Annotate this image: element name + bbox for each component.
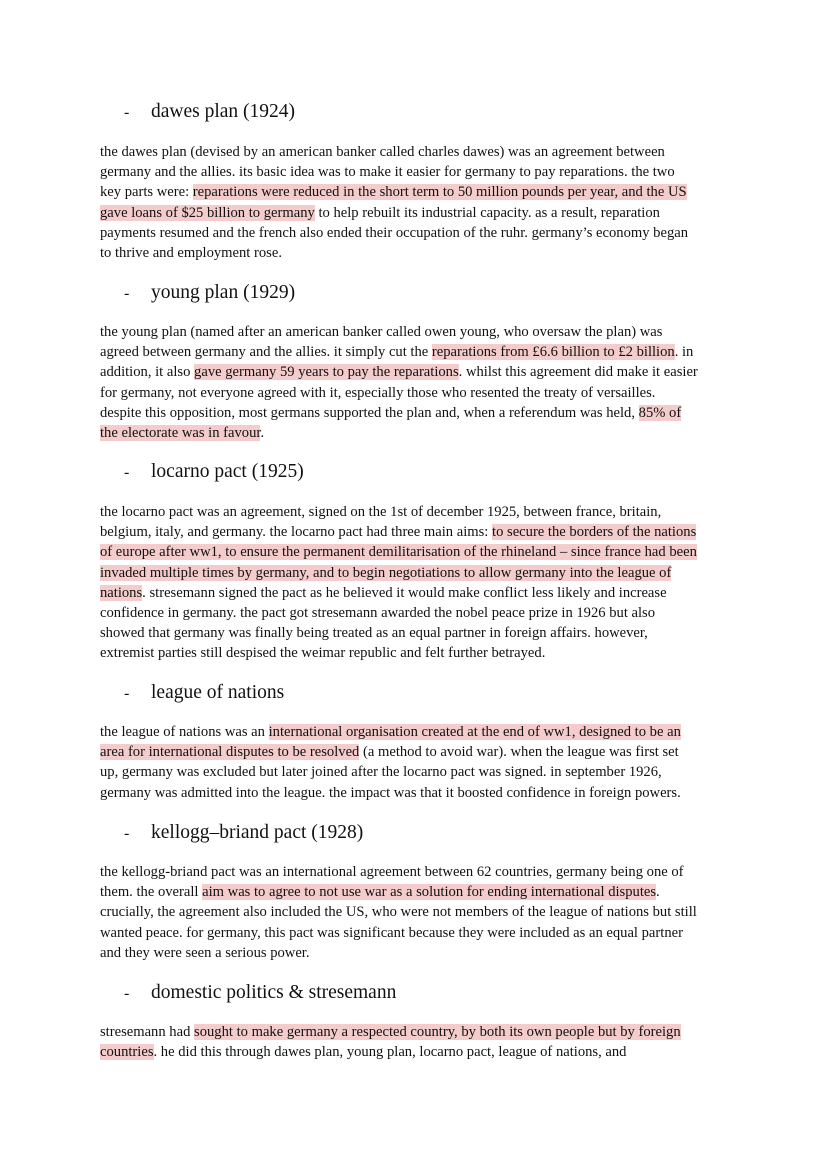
section-heading-text: dawes plan (1924) bbox=[151, 101, 296, 122]
body-text: . he did this through dawes plan, young plan, locarno pact, league of nations, and bbox=[153, 1044, 627, 1061]
paragraph-line bbox=[100, 923, 683, 943]
section-heading bbox=[124, 281, 295, 306]
body-text: agreed between germany and the allies. it simply cut the bbox=[100, 344, 432, 361]
paragraph-line bbox=[100, 243, 282, 263]
body-text: payments resumed and the french also ended their occupation of the ruhr. germany’s economy began bbox=[100, 224, 689, 241]
paragraph-line bbox=[100, 623, 648, 643]
paragraph-line bbox=[100, 1042, 626, 1062]
body-text: despite this opposition, most germans supported the plan and, when a referendum was held, bbox=[100, 404, 639, 421]
body-text: crucially, the agreement also included the US, who were not members of the league of nations but still bbox=[100, 904, 697, 921]
bullet-dash: - bbox=[124, 464, 130, 481]
highlighted-text: of europe after ww1, to ensure the permanent demilitarisation of the rhineland – since france had been bbox=[100, 544, 697, 561]
body-text: confidence in germany. the pact got stresemann awarded the nobel peace prize in 1926 but also bbox=[100, 605, 656, 621]
body-text: the league of nations was an bbox=[100, 724, 269, 740]
paragraph-line bbox=[100, 603, 655, 623]
body-text: and they were seen a serious power. bbox=[100, 944, 310, 961]
highlighted-text: to secure the borders of the nations bbox=[492, 524, 697, 541]
body-text: the young plan (named after an american banker called owen young, who oversaw the plan) was bbox=[100, 324, 663, 340]
paragraph-line bbox=[100, 162, 675, 182]
section-heading-text: locarno pact (1925) bbox=[151, 461, 304, 482]
paragraph-line bbox=[100, 142, 665, 162]
bullet-dash: - bbox=[124, 104, 130, 121]
body-text: extremist parties still despised the weimar republic and felt further betrayed. bbox=[100, 645, 546, 662]
paragraph-line bbox=[100, 1022, 681, 1042]
section-heading bbox=[124, 981, 396, 1006]
body-text: germany and the allies. its basic idea was to make it easier for germany to pay reparations. the two bbox=[100, 164, 675, 181]
highlighted-text: countries bbox=[100, 1044, 154, 1061]
body-text: . in bbox=[674, 344, 694, 361]
section-heading-text: league of nations bbox=[151, 682, 285, 703]
body-text: stresemann had bbox=[100, 1024, 195, 1040]
highlighted-text: aim was to agree to not use war as a solution for ending international disputes bbox=[202, 884, 657, 901]
body-text: wanted peace. for germany, this pact was significant because they were included as an equal partner bbox=[100, 924, 683, 941]
paragraph-line bbox=[100, 342, 693, 362]
body-text: . bbox=[656, 884, 660, 901]
body-text: the locarno pact was an agreement, signed on the 1st of december 1925, between france, britain, bbox=[100, 504, 662, 520]
section-heading-text: kellogg–briand pact (1928) bbox=[151, 822, 364, 843]
paragraph-line bbox=[100, 383, 655, 403]
highlighted-text: international organisation created at the end of ww1, designed to be an bbox=[268, 724, 681, 740]
body-text: belgium, italy, and germany. the locarno pact had three main aims: bbox=[100, 524, 493, 541]
body-text: the dawes plan (devised by an american banker called charles dawes) was an agreement between bbox=[100, 144, 665, 160]
body-text: for germany, not everyone agreed with it, especially those who resented the treaty of versailles. bbox=[100, 384, 656, 401]
body-text: up, germany was excluded but later joined after the locarno pact was signed. in september 1926, bbox=[100, 764, 662, 781]
highlighted-text: area for international disputes to be resolved bbox=[100, 744, 360, 761]
paragraph-line bbox=[100, 783, 681, 803]
paragraph-line bbox=[100, 522, 696, 542]
paragraph-line bbox=[100, 563, 671, 583]
highlighted-text: reparations were reduced in the short term to 50 million pounds per year, and the US bbox=[192, 184, 687, 201]
paragraph-line bbox=[100, 882, 660, 902]
body-text: addition, it also bbox=[100, 364, 195, 381]
paragraph-line bbox=[100, 862, 684, 882]
paragraph-line bbox=[100, 902, 697, 922]
body-text: showed that germany was finally being treated as an equal partner in foreign affairs. however, bbox=[100, 625, 648, 642]
paragraph-line bbox=[100, 762, 662, 782]
body-text: them. the overall bbox=[100, 884, 203, 901]
section-heading bbox=[124, 821, 363, 846]
paragraph-line bbox=[100, 182, 687, 202]
bullet-dash: - bbox=[124, 285, 130, 302]
paragraph-line bbox=[100, 722, 681, 742]
section-heading-text: young plan (1929) bbox=[151, 282, 296, 303]
body-text: to help rebuilt its industrial capacity. as a result, reparation bbox=[314, 204, 660, 221]
highlighted-text: invaded multiple times by germany, and to begin negotiations to allow germany into the league of bbox=[100, 564, 672, 581]
highlighted-text: the electorate was in favour bbox=[100, 425, 261, 441]
paragraph-line bbox=[100, 362, 698, 382]
paragraph-line bbox=[100, 542, 697, 562]
body-text: germany was admitted into the league. the impact was that it boosted confidence in foreign powers. bbox=[100, 784, 681, 801]
section-heading bbox=[124, 681, 284, 706]
highlighted-text: gave loans of $25 billion to germany bbox=[100, 204, 315, 221]
highlighted-text: nations bbox=[100, 584, 143, 601]
paragraph-line bbox=[100, 403, 681, 423]
paragraph-line bbox=[100, 502, 661, 522]
paragraph-line bbox=[100, 643, 545, 663]
body-text: (a method to avoid war). when the league was first set bbox=[359, 744, 679, 761]
section-heading bbox=[124, 100, 295, 125]
highlighted-text: sought to make germany a respected country, by both its own people but by foreign bbox=[194, 1024, 681, 1040]
body-text: . whilst this agreement did make it easier bbox=[458, 364, 698, 381]
body-text: . stresemann signed the pact as he believed it would make conflict less likely and increase bbox=[142, 584, 667, 601]
paragraph-line bbox=[100, 203, 660, 223]
section-heading-text: domestic politics & stresemann bbox=[151, 982, 397, 1003]
body-text: key parts were: bbox=[100, 184, 193, 201]
paragraph-line bbox=[100, 223, 688, 243]
highlighted-text: reparations from £6.6 billion to £2 billion bbox=[431, 344, 675, 361]
highlighted-text: 85% of bbox=[638, 404, 682, 421]
section-heading bbox=[124, 460, 304, 485]
paragraph-line bbox=[100, 943, 310, 963]
body-text: . bbox=[260, 425, 265, 441]
body-text: to thrive and employment rose. bbox=[100, 245, 282, 261]
bullet-dash: - bbox=[124, 985, 130, 1002]
body-text: the kellogg-briand pact was an international agreement between 62 countries, germany being one of bbox=[100, 864, 684, 880]
highlighted-text: gave germany 59 years to pay the reparations bbox=[194, 364, 459, 381]
paragraph-line bbox=[100, 742, 679, 762]
bullet-dash: - bbox=[124, 825, 130, 842]
bullet-dash: - bbox=[124, 685, 130, 702]
paragraph-line bbox=[100, 583, 667, 603]
paragraph-line bbox=[100, 423, 264, 443]
paragraph-line bbox=[100, 322, 662, 342]
